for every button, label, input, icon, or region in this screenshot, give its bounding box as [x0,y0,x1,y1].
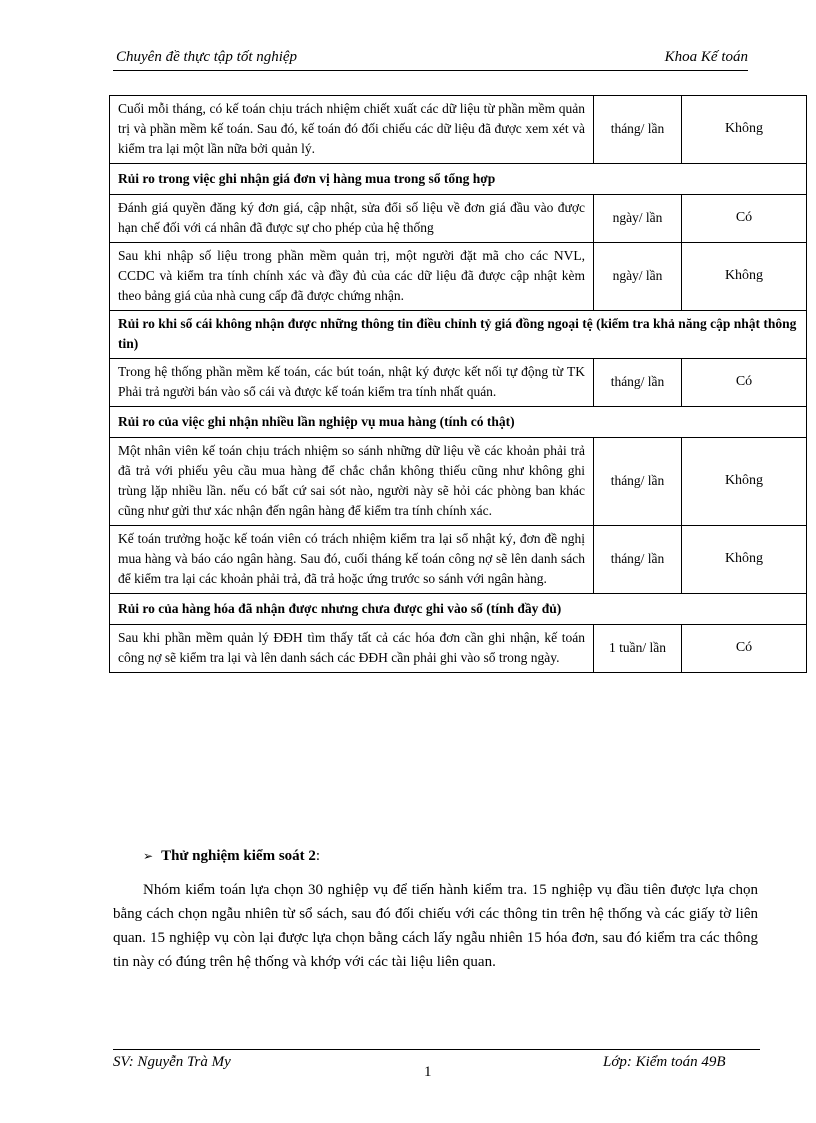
test-heading [143,848,320,865]
control-frequency: tháng/ lần [594,438,682,526]
test-paragraph: Nhóm kiểm toán lựa chọn 30 nghiệp vụ để tiến hành kiểm tra. 15 nghiệp vụ đầu tiên được lựa chọn bằng cách chọn ngẫu nhiên từ sổ sách, sau đó đối chiếu với các thông tin trên hệ thống và các giấy tờ liên quan. 15 nghiệp vụ còn lại được lựa chọn bằng cách lấy ngẫu nhiên 15 hóa đơn, sau đó kiểm tra các thông tin này có đúng trên hệ thống và khớp với các tài liệu liên quan. [113,882,758,970]
control-row [110,526,807,594]
arrow-bullet-icon: ➢ [143,849,154,863]
control-row [110,195,807,243]
control-key-flag: Không [682,438,807,526]
control-key-flag: Có [682,359,807,407]
footer-student: SV: Nguyễn Trà My [113,1054,231,1070]
section-title: Rủi ro khi sổ cái không nhận được những thông tin điều chỉnh tỷ giá đồng ngoại tệ (kiểm tra khả năng cập nhật thông tin) [110,311,807,359]
footer-class: Lớp: Kiểm toán 49B [603,1054,726,1070]
control-description: Cuối mỗi tháng, có kế toán chịu trách nhiệm chiết xuất các dữ liệu từ phần mềm quản trị và phần mềm kế toán. Sau đó, kế toán đó đối chiếu các dữ liệu đã được xem xét và kiểm tra lại một lần nữa bởi quản lý. [110,96,594,164]
control-frequency: 1 tuần/ lần [594,625,682,673]
control-key-flag: Không [682,243,807,311]
control-key-flag: Không [682,96,807,164]
header-right: Khoa Kế toán [664,49,748,65]
controls-table [109,95,807,673]
control-key-flag: Có [682,195,807,243]
control-description: Sau khi nhập số liệu trong phần mềm quản trị, một người đặt mã cho các NVL, CCDC và kiểm tra tính chính xác và đầy đủ của các dữ liệu đã được cập nhật kèm theo bảng giá của nhà cung cấp đã được chứng nhận. [110,243,594,311]
control-frequency: tháng/ lần [594,96,682,164]
page-header [113,48,748,71]
section-row [110,407,807,438]
footer-divider [113,1049,760,1050]
control-frequency: ngày/ lần [594,195,682,243]
control-row [110,359,807,407]
control-description: Kế toán trưởng hoặc kế toán viên có trách nhiệm kiểm tra lại sổ nhật ký, đơn đề nghị mua hàng và báo cáo ngân hàng. Sau đó, cuối tháng kế toán công nợ sẽ lên danh sách để kiểm tra lại các khoản phải trả, đã trả hoặc ứng trước so sánh với ngân hàng. [110,526,594,594]
control-description: Trong hệ thống phần mềm kế toán, các bút toán, nhật ký được kết nối tự động từ TK Phải trả người bán vào sổ cái và được kế toán kiểm tra tính nhất quán. [110,359,594,407]
control-row [110,625,807,673]
control-description: Đánh giá quyền đăng ký đơn giá, cập nhật, sửa đổi số liệu về đơn giá đầu vào được hạn chế đối với cá nhân đã được sự cho phép của hệ thống [110,195,594,243]
section-title: Rủi ro trong việc ghi nhận giá đơn vị hàng mua trong sổ tổng hợp [110,164,807,195]
control-row [110,96,807,164]
control-key-flag: Không [682,526,807,594]
test-title-colon: : [315,848,321,864]
control-description: Sau khi phần mềm quản lý ĐĐH tìm thấy tất cả các hóa đơn cần ghi nhận, kế toán công nợ sẽ kiểm tra lại và lên danh sách các ĐĐH cần phải ghi vào sổ trong ngày. [110,625,594,673]
control-row [110,243,807,311]
section-row [110,311,807,359]
controls-table-body [110,96,807,673]
header-left: Chuyên đề thực tập tốt nghiệp [116,49,298,65]
page-number: 1 [424,1064,432,1080]
control-frequency: tháng/ lần [594,526,682,594]
control-description: Một nhân viên kế toán chịu trách nhiệm so sánh những dữ liệu về các khoản phải trả đã trả với phiếu yêu cầu mua hàng để chắc chắn không thiếu cũng như không ghi trùng lặp nhiều lần. nếu có bất cứ sai sót nào, người này sẽ hỏi các phòng ban khác cũng như gửi thư xác nhận đến ngân hàng để kiểm tra tính chính xác. [110,438,594,526]
control-frequency: tháng/ lần [594,359,682,407]
test-title: Thử nghiệm kiểm soát 2 [161,848,316,864]
control-frequency: ngày/ lần [594,243,682,311]
section-title: Rủi ro của hàng hóa đã nhận được nhưng chưa được ghi vào sổ (tính đầy đủ) [110,594,807,625]
section-row [110,594,807,625]
control-key-flag: Có [682,625,807,673]
section-title: Rủi ro của việc ghi nhận nhiều lần nghiệp vụ mua hàng (tính có thật) [110,407,807,438]
section-row [110,164,807,195]
control-row [110,438,807,526]
